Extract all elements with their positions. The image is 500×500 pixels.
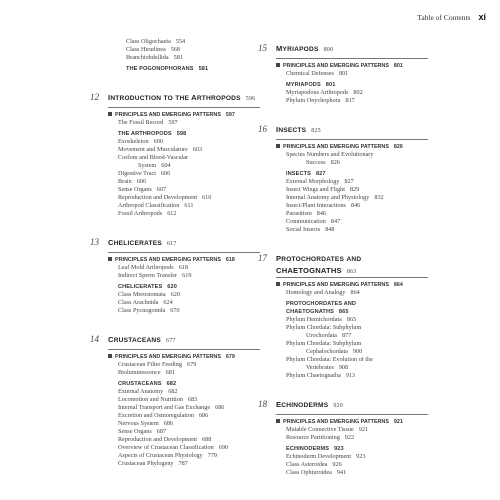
entry-text: Phylum Chaetognatha (286, 372, 341, 379)
toc-entry (258, 210, 428, 218)
entry-text: Overview of Crustacean Classification (118, 444, 214, 451)
entry-text: Arthropod Classification (118, 202, 180, 209)
entry-page: 941 (336, 469, 347, 476)
toc-entry (258, 461, 428, 469)
toc-entry (258, 316, 428, 324)
entry-text: Movement and Musculature (118, 146, 188, 153)
principles-heading (258, 62, 428, 70)
entry-page: 829 (349, 186, 360, 193)
entry-text: Cephalochordata (306, 348, 348, 355)
entry-text: Echinoderm Development (286, 453, 352, 460)
chapter-number: 12 (90, 92, 99, 102)
entry-text: Insect/Plant Interactions (286, 202, 346, 209)
entry-page: 847 (330, 218, 341, 225)
principles-heading (258, 281, 428, 289)
toc-entry (90, 264, 260, 272)
entry-page: 787 (178, 460, 188, 467)
entry-text: Mutable Connective Tissue (286, 426, 354, 433)
entry-text: Class Hirudinea (126, 46, 166, 53)
entry-page: 597 (168, 119, 178, 126)
entry-page: 679 (225, 354, 235, 360)
entry-page: 568 (170, 46, 180, 53)
toc-entry (258, 348, 428, 356)
entry-text: Leaf Mold Arthropods (118, 264, 174, 271)
chapter-rule (276, 139, 428, 140)
entry-text: Insect Wings and Flight (286, 186, 345, 193)
section-heading (258, 308, 428, 316)
entry-text: ECHINODERMS (286, 446, 330, 452)
chapter-page: 617 (166, 241, 177, 247)
toc-entry (90, 299, 260, 307)
chapter-title: INSECTS 825 (276, 125, 321, 134)
chapter-heading (258, 248, 428, 278)
entry-text: Phylum Chordata: Subphylum (286, 324, 362, 331)
toc-entry (258, 226, 428, 234)
toc-entry (90, 202, 260, 210)
toc-entry (90, 46, 260, 54)
entry-page: 686 (198, 412, 209, 419)
toc-entry (90, 452, 260, 460)
entry-text: Sense Organs (118, 186, 152, 193)
entry-page: 922 (344, 434, 355, 441)
entry-page: 826 (330, 159, 340, 166)
toc-entry (258, 372, 428, 380)
entry-text: PRINCIPLES AND EMERGING PATTERNS (283, 419, 389, 425)
entry-page: 606 (160, 170, 171, 177)
chapter-heading (258, 119, 428, 140)
entry-text: Communication (286, 218, 326, 225)
toc-entry (90, 291, 260, 299)
entry-text: Resource Partitioning (286, 434, 340, 441)
entry-text: PRINCIPLES AND EMERGING PATTERNS (283, 63, 389, 69)
entry-text: Class Ophiuroidea (286, 469, 332, 476)
toc-entry (258, 426, 428, 434)
chapter-title-continued: CHAETOGNATHS 863 (276, 266, 357, 275)
chapter-rule (108, 252, 260, 253)
entry-page: 846 (316, 210, 327, 217)
entry-text: PRINCIPLES AND EMERGING PATTERNS (283, 282, 389, 288)
toc-entry (90, 460, 260, 468)
chapter-heading (258, 38, 428, 59)
entry-page: 581 (198, 66, 209, 72)
entry-page: 604 (161, 162, 171, 169)
entry-page: 801 (338, 70, 349, 77)
toc-entry (90, 178, 260, 186)
entry-page: 817 (345, 97, 355, 104)
entry-text: External Anatomy (118, 388, 164, 395)
chapter-rule (276, 58, 428, 59)
entry-page: 687 (156, 428, 167, 435)
toc-entry (90, 404, 260, 412)
entry-text: Branchiobdellida (126, 54, 169, 61)
entry-text: Phylum Hemichordata (286, 316, 342, 323)
toc-entry (258, 289, 428, 297)
toc-entry (90, 194, 260, 202)
entry-page: 618 (225, 257, 235, 263)
chapter-heading (258, 394, 428, 415)
header-page-number: xi (478, 12, 486, 22)
entry-text: Bioluminescence (118, 369, 161, 376)
toc-entry (258, 186, 428, 194)
toc-entry (90, 428, 260, 436)
toc-entry (90, 154, 260, 162)
entry-page: 877 (341, 332, 352, 339)
toc-entry (90, 186, 260, 194)
chapter-heading (90, 87, 260, 108)
toc-entry (90, 396, 260, 404)
entry-page: 597 (225, 112, 235, 118)
entry-page: 921 (393, 419, 403, 425)
entry-page: 913 (345, 372, 356, 379)
entry-text: PRINCIPLES AND EMERGING PATTERNS (283, 144, 389, 150)
entry-text: Chemical Defenses (286, 70, 334, 77)
entry-page: 926 (332, 461, 342, 468)
entry-text: Parasitism (286, 210, 312, 217)
toc-entry (258, 194, 428, 202)
entry-text: Class Arachnida (118, 299, 159, 306)
toc-entry (258, 340, 428, 348)
toc-entry (258, 151, 428, 159)
entry-text: Success (306, 159, 326, 166)
entry-page: 686 (163, 420, 174, 427)
entry-text: Crustacean Filter Feeding (118, 361, 182, 368)
toc-right-column (258, 38, 428, 477)
entry-page: 554 (175, 38, 186, 45)
toc-entry (258, 178, 428, 186)
entry-page: 603 (192, 146, 203, 153)
principles-heading (90, 111, 260, 119)
chapter-rule (108, 349, 260, 350)
entry-text: Myriapodous Arthropods (286, 89, 349, 96)
toc-entry (258, 364, 428, 372)
principles-heading (258, 418, 428, 426)
chapter-title: ECHINODERMS 920 (276, 400, 343, 409)
entry-text: Brain (118, 178, 132, 185)
entry-page: 923 (356, 453, 366, 460)
toc-entry (90, 170, 260, 178)
toc-entry (258, 332, 428, 340)
section-heading (90, 283, 260, 291)
entry-page: 681 (165, 369, 175, 376)
principles-heading (258, 143, 428, 151)
principles-heading (90, 256, 260, 264)
entry-text: Indirect Sperm Transfer (118, 272, 178, 279)
entry-text: PRINCIPLES AND EMERGING PATTERNS (115, 354, 221, 360)
entry-page: 779 (207, 452, 218, 459)
entry-text: CRUSTACEANS (118, 381, 162, 387)
entry-text: Homology and Analogy (286, 289, 346, 296)
chapter-title: MYRIAPODS 800 (276, 44, 334, 53)
toc-entry (90, 162, 260, 170)
entry-page: 611 (184, 202, 194, 209)
entry-page: 801 (325, 82, 336, 88)
toc-entry (90, 210, 260, 218)
entry-text: PROTOCHORDATES AND (286, 301, 357, 307)
entry-text: Fossil Arthropods (118, 210, 163, 217)
entry-text: THE ARTHROPODS (118, 131, 172, 137)
toc-entry (258, 453, 428, 461)
entry-page: 832 (374, 194, 384, 201)
entry-page: 865 (346, 316, 357, 323)
section-heading (90, 130, 260, 138)
toc-entry (258, 202, 428, 210)
entry-page: 908 (338, 364, 349, 371)
entry-text: Class Pycnogonida (118, 307, 166, 314)
entry-text: Exoskeleton (118, 138, 149, 145)
entry-text: Class Oligochaeta (126, 38, 171, 45)
entry-text: Locomotion and Nutrition (118, 396, 183, 403)
entry-page: 581 (173, 54, 183, 61)
entry-text: CHELICERATES (118, 284, 163, 290)
chapter-number: 14 (90, 334, 99, 344)
entry-text: Phylum Chordata: Subphylum (286, 340, 362, 347)
entry-text: THE POGONOPHORANS (126, 66, 194, 72)
entry-text: Class Merostomata (118, 291, 166, 298)
entry-page: 607 (156, 186, 167, 193)
toc-entry (258, 89, 428, 97)
entry-text: Digestive Tract (118, 170, 156, 177)
chapter-rule (108, 107, 260, 108)
entry-page: 864 (350, 289, 360, 296)
section-heading (90, 380, 260, 388)
entry-page: 864 (393, 282, 403, 288)
toc-entry (90, 444, 260, 452)
entry-text: PRINCIPLES AND EMERGING PATTERNS (115, 257, 221, 263)
entry-text: Reproduction and Development (118, 194, 198, 201)
entry-page: 848 (325, 226, 335, 233)
toc-entry (90, 369, 260, 377)
entry-page: 827 (344, 178, 354, 185)
entry-text: CHAETOGNATHS (286, 309, 334, 315)
entry-page: 598 (176, 131, 187, 137)
chapter-page: 596 (245, 96, 256, 102)
entry-page: 682 (166, 381, 177, 387)
toc-entry (258, 218, 428, 226)
entry-page: 620 (167, 284, 177, 290)
entry-page: 688 (202, 436, 212, 443)
entry-text: Vertebrates (306, 364, 334, 371)
entry-text: PRINCIPLES AND EMERGING PATTERNS (115, 112, 221, 118)
toc-entry (90, 146, 260, 154)
entry-text: Phylum Onychophora (286, 97, 341, 104)
chapter-title: PROTOCHORDATES AND (276, 254, 362, 263)
toc-entry (258, 356, 428, 364)
entry-page: 801 (393, 63, 403, 69)
entry-page: 600 (153, 138, 163, 145)
chapter-heading (90, 232, 260, 253)
entry-text: Sense Organs (118, 428, 152, 435)
toc-entry (90, 119, 260, 127)
toc-entry (90, 138, 260, 146)
entry-page: 683 (187, 396, 198, 403)
chapter-page: 800 (323, 47, 334, 53)
section-heading (258, 300, 428, 308)
entry-text: Social Insects (286, 226, 321, 233)
entry-text: Class Asteroidea (286, 461, 328, 468)
toc-entry (90, 54, 260, 62)
entry-text: System (138, 162, 157, 169)
chapter-number: 17 (258, 253, 267, 263)
entry-page: 900 (352, 348, 363, 355)
chapter-page: 677 (166, 338, 176, 344)
entry-page: 682 (168, 388, 178, 395)
entry-page: 686 (215, 404, 225, 411)
chapter-page: 825 (311, 128, 321, 134)
chapter-heading (90, 329, 260, 350)
header-title: Table of Contents (417, 13, 471, 22)
chapter-rule (276, 414, 428, 415)
entry-page: 619 (182, 272, 192, 279)
toc-entry (90, 436, 260, 444)
entry-page: 865 (338, 309, 349, 315)
toc-entry (258, 70, 428, 78)
entry-text: Excretion and Osmoregulation (118, 412, 194, 419)
entry-page: 923 (334, 446, 344, 452)
entry-page: 826 (393, 144, 403, 150)
toc-entry (90, 272, 260, 280)
entry-page: 827 (315, 171, 326, 177)
toc-entry (258, 159, 428, 167)
section-heading (258, 445, 428, 453)
entry-text: Urochordata (306, 332, 337, 339)
chapter-title: CHELICERATES 617 (108, 238, 177, 247)
entry-text: Crustacean Phylogeny (118, 460, 174, 467)
toc-entry (90, 38, 260, 46)
entry-page: 618 (178, 264, 188, 271)
chapter-rule (276, 277, 428, 278)
entry-page: 690 (218, 444, 228, 451)
chapter-title: CRUSTACEANS 677 (108, 335, 176, 344)
chapter-number: 18 (258, 399, 267, 409)
toc-entry (90, 361, 260, 369)
toc-entry (258, 324, 428, 332)
entry-text: Internal Transport and Gas Exchange (118, 404, 211, 411)
entry-text: Species Numbers and Evolutionary (286, 151, 374, 158)
chapter-title: INTRODUCTION TO THE ARTHROPODS 596 (108, 93, 256, 102)
entry-text: Aspects of Crustacean Physiology (118, 452, 203, 459)
section-heading (258, 170, 428, 178)
toc-entry (90, 307, 260, 315)
running-header (417, 12, 486, 22)
chapter-page: 863 (346, 269, 357, 275)
entry-text: The Fossil Record (118, 119, 164, 126)
entry-text: Coelom and Blood-Vascular (118, 154, 189, 161)
chapter-page: 920 (333, 403, 343, 409)
chapter-number: 15 (258, 43, 267, 53)
entry-page: 670 (170, 307, 180, 314)
toc-entry (90, 388, 260, 396)
principles-heading (90, 353, 260, 361)
entry-text: Nervous System (118, 420, 159, 427)
entry-text: Phylum Chordata: Evolution of the (286, 356, 373, 363)
entry-text: INSECTS (286, 171, 311, 177)
section-heading (90, 65, 260, 73)
entry-page: 612 (167, 210, 177, 217)
entry-text: Internal Anatomy and Physiology (286, 194, 370, 201)
entry-page: 610 (202, 194, 212, 201)
entry-page: 846 (350, 202, 361, 209)
entry-page: 606 (136, 178, 147, 185)
entry-page: 921 (358, 426, 368, 433)
toc-left-column (90, 38, 260, 468)
entry-page: 679 (186, 361, 197, 368)
chapter-number: 13 (90, 237, 99, 247)
entry-page: 620 (170, 291, 180, 298)
entry-text: Reproduction and Development (118, 436, 198, 443)
toc-entry (258, 434, 428, 442)
chapter-number: 16 (258, 124, 267, 134)
entry-text: External Morphology (286, 178, 340, 185)
toc-entry (258, 97, 428, 105)
entry-page: 802 (353, 89, 363, 96)
section-heading (258, 81, 428, 89)
entry-text: MYRIAPODS (286, 82, 321, 88)
toc-entry (258, 469, 428, 477)
entry-page: 624 (163, 299, 173, 306)
toc-entry (90, 412, 260, 420)
toc-entry (90, 420, 260, 428)
